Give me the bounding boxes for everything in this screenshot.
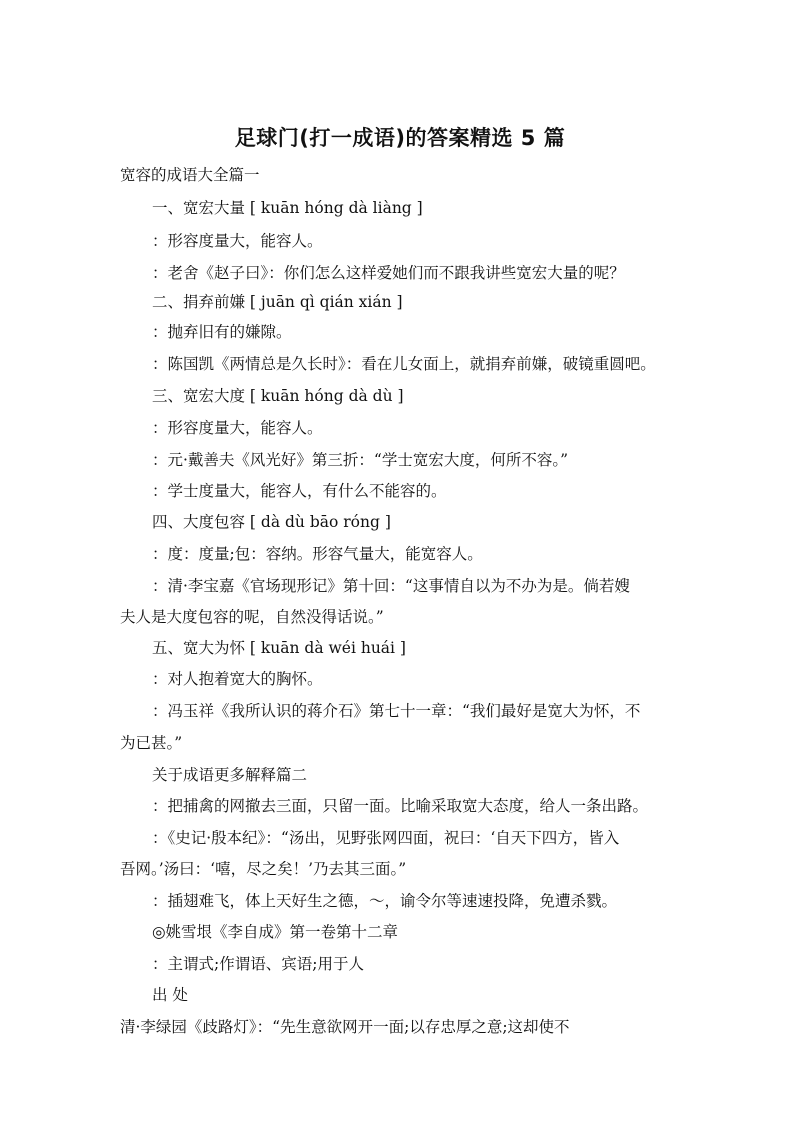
section-heading: 关于成语更多解释篇二 xyxy=(152,766,308,784)
document-title: 足球门(打一成语)的答案精选 5 篇 xyxy=(234,126,566,150)
example-line: ：插翅难飞，体上天好生之德，～，谕令尔等速速投降，免遭杀戮。 xyxy=(152,892,618,910)
idiom-entry-heading: 五、宽大为怀 [ kuān dà wéi huái ] xyxy=(152,639,406,657)
definition-line: ：把捕禽的网撤去三面，只留一面。比喻采取宽大态度，给人一条出路。 xyxy=(152,797,649,815)
example-line-continued: 为已甚。” xyxy=(120,734,183,752)
example-line: ：冯玉祥《我所认识的蒋介石》第七十一章：“我们最好是宽大为怀，不 xyxy=(152,702,641,720)
idiom-entry-heading: 二、捐弃前嫌 [ juān qì qián xián ] xyxy=(152,293,403,311)
definition-line: ：抛弃旧有的嫌隙。 xyxy=(152,323,292,341)
definition-line: ：形容度量大，能容人。 xyxy=(152,419,323,437)
citation-line: ◎姚雪垠《李自成》第一卷第十二章 xyxy=(152,923,399,941)
example-line-continued: 夫人是大度包容的呢，自然没得话说。” xyxy=(120,608,384,626)
idiom-entry-heading: 一、宽宏大量 [ kuān hóng dà liàng ] xyxy=(152,199,423,217)
definition-line: ：对人抱着宽大的胸怀。 xyxy=(152,670,323,688)
source-heading: 出 处 xyxy=(152,986,188,1004)
idiom-entry-heading: 四、大度包容 [ dà dù bāo róng ] xyxy=(152,513,391,531)
example-line: ：清·李宝嘉《官场现形记》第十回：“这事情自以为不办为是。倘若嫂 xyxy=(152,577,630,595)
section-heading: 宽容的成语大全篇一 xyxy=(120,166,260,184)
source-line-continued: 吾网。’汤曰：‘嘻，尽之矣！’乃去其三面。” xyxy=(120,860,407,878)
definition-line: ：度：度量;包：容纳。形容气量大，能宽容人。 xyxy=(152,545,483,563)
idiom-entry-heading: 三、宽宏大度 [ kuān hóng dà dù ] xyxy=(152,387,404,405)
explanation-line: ：学士度量大，能容人，有什么不能容的。 xyxy=(152,482,447,500)
source-line: 清·李绿园《歧路灯》：“先生意欲网开一面;以存忠厚之意;这却使不 xyxy=(120,1018,570,1036)
source-line: ：《史记·殷本纪》：“汤出，见野张网四面，祝曰：‘自天下四方，皆入 xyxy=(152,829,620,847)
example-line: ：陈国凯《两情总是久长时》：看在儿女面上，就捐弃前嫌，破镜重圆吧。 xyxy=(152,355,656,373)
definition-line: ：形容度量大，能容人。 xyxy=(152,232,323,250)
example-line: ：元·戴善夫《风光好》第三折：“学士宽宏大度，何所不容。” xyxy=(152,451,569,469)
example-line: ：老舍《赵子曰》：你们怎么这样爱她们而不跟我讲些宽宏大量的呢？ xyxy=(152,264,625,282)
usage-line: ：主谓式;作谓语、宾语;用于人 xyxy=(152,955,364,973)
